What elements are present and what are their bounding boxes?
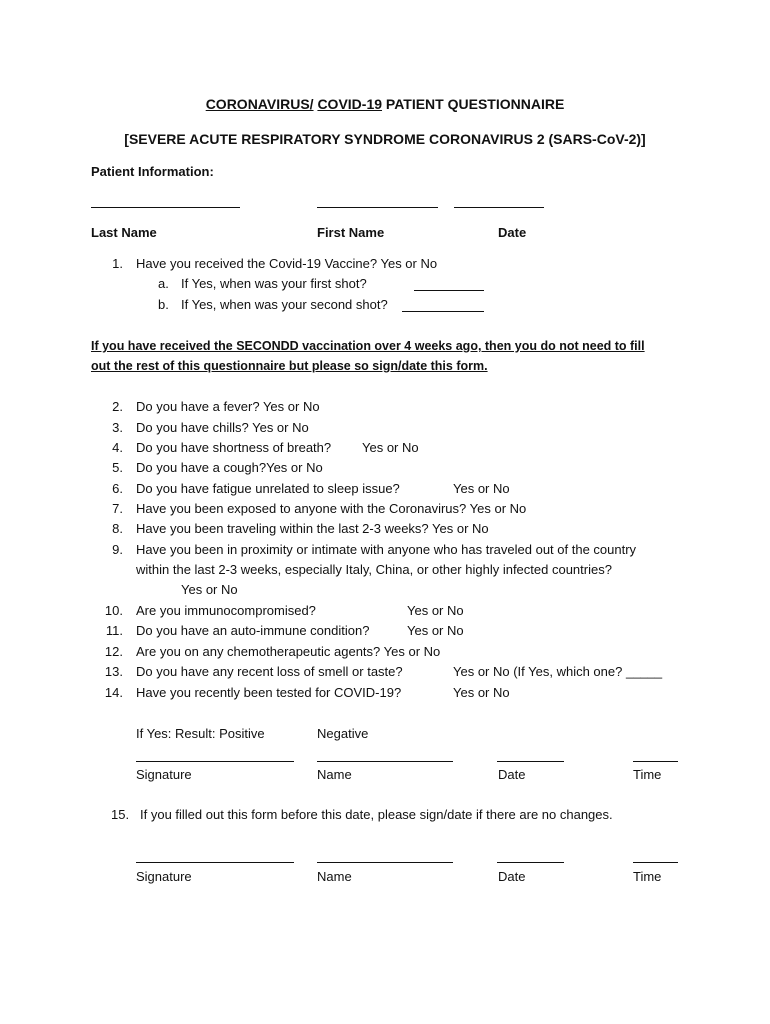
q2-number: 2. <box>112 399 123 414</box>
q11-text: Do you have an auto-immune condition? <box>136 623 370 638</box>
q4-number: 4. <box>112 440 123 455</box>
q14-number: 14. <box>104 685 123 700</box>
last-name-field[interactable] <box>91 207 240 208</box>
q1b-text: If Yes, when was your second shot? <box>181 297 388 312</box>
q3-number: 3. <box>112 420 123 435</box>
q9-number: 9. <box>112 542 123 557</box>
q9-answer[interactable]: Yes or No <box>181 582 238 597</box>
time-label-1: Time <box>633 767 662 782</box>
q9-text-line-2: within the last 2-3 weeks, especially Italy, China, or other highly infected countries? <box>136 562 612 577</box>
q6-answer[interactable]: Yes or No <box>453 481 510 496</box>
signature-label-2: Signature <box>136 869 192 884</box>
q1-text: Have you received the Covid-19 Vaccine? Yes or No <box>136 256 438 271</box>
q12-number: 12. <box>104 644 123 659</box>
title-part-covid: COVID-19 <box>317 96 383 112</box>
q1b-letter: b. <box>158 297 169 312</box>
q14-answer[interactable]: Yes or No <box>453 685 510 700</box>
title-part-coronavirus: CORONAVIRUS/ <box>205 96 314 112</box>
q14-text: Have you recently been tested for COVID-19? <box>136 685 402 700</box>
time-field-2[interactable] <box>633 862 678 863</box>
q1a-letter: a. <box>158 276 169 291</box>
time-label-2: Time <box>633 869 662 884</box>
signature-field-2[interactable] <box>136 862 294 863</box>
date-field-2[interactable] <box>497 862 564 863</box>
q1-number: 1. <box>112 256 123 271</box>
time-field-1[interactable] <box>633 761 678 762</box>
q10-answer[interactable]: Yes or No <box>407 603 464 618</box>
q12-text: Are you on any chemotherapeutic agents? Yes or No <box>136 644 441 659</box>
date-field-1[interactable] <box>497 761 564 762</box>
q11-answer[interactable]: Yes or No <box>407 623 464 638</box>
q5-text: Do you have a cough?Yes or No <box>136 460 323 475</box>
second-shot-date-field[interactable] <box>402 311 484 312</box>
q7-number: 7. <box>112 501 123 516</box>
q10-number: 10. <box>104 603 123 618</box>
page-subtitle: [SEVERE ACUTE RESPIRATORY SYNDROME CORONAVIRUS 2 (SARS-CoV-2)] <box>124 131 646 147</box>
last-name-label: Last Name <box>91 225 157 240</box>
q10-text: Are you immunocompromised? <box>136 603 316 618</box>
q6-number: 6. <box>112 481 123 496</box>
q4-text: Do you have shortness of breath? <box>136 440 332 455</box>
q15-number: 15. <box>111 807 130 822</box>
name-label-2: Name <box>317 869 352 884</box>
notice-line-1: If you have received the SECONDD vaccination over 4 weeks ago, then you do not need to fill <box>91 339 645 353</box>
q2-text: Do you have a fever? Yes or No <box>136 399 320 414</box>
q6-text: Do you have fatigue unrelated to sleep issue? <box>136 481 400 496</box>
date-label: Date <box>498 225 527 240</box>
patient-info-heading: Patient Information: <box>91 164 214 179</box>
patient-date-field[interactable] <box>454 207 544 208</box>
q8-text: Have you been traveling within the last 2-3 weeks? Yes or No <box>136 521 489 536</box>
q5-number: 5. <box>112 460 123 475</box>
q13-text: Do you have any recent loss of smell or taste? <box>136 664 403 679</box>
q7-text: Have you been exposed to anyone with the Coronavirus? Yes or No <box>136 501 527 516</box>
name-label-1: Name <box>317 767 352 782</box>
signature-label-1: Signature <box>136 767 192 782</box>
first-name-field[interactable] <box>317 207 438 208</box>
q4-answer[interactable]: Yes or No <box>362 440 419 455</box>
result-negative[interactable]: Negative <box>317 726 369 741</box>
q11-number: 11. <box>105 623 123 638</box>
first-shot-date-field[interactable] <box>414 290 484 291</box>
date-label-2: Date <box>498 869 526 884</box>
result-label: If Yes: Result: Positive <box>136 726 265 741</box>
q9-text-line-1: Have you been in proximity or intimate with anyone who has traveled out of the country <box>136 542 637 557</box>
signature-field-1[interactable] <box>136 761 294 762</box>
q3-text: Do you have chills? Yes or No <box>136 420 309 435</box>
name-field-1[interactable] <box>317 761 453 762</box>
date-label-1: Date <box>498 767 526 782</box>
q15-text: If you filled out this form before this date, please sign/date if there are no changes. <box>140 807 613 822</box>
q8-number: 8. <box>112 521 123 536</box>
page-title <box>0 96 770 112</box>
q13-answer[interactable]: Yes or No (If Yes, which one? _____ <box>453 664 663 679</box>
name-field-2[interactable] <box>317 862 453 863</box>
first-name-label: First Name <box>317 225 385 240</box>
title-part-questionnaire: PATIENT QUESTIONNAIRE <box>382 96 565 112</box>
q1a-text: If Yes, when was your first shot? <box>181 276 367 291</box>
q13-number: 13. <box>104 664 123 679</box>
notice-line-2: out the rest of this questionnaire but please so sign/date this form. <box>91 359 488 373</box>
